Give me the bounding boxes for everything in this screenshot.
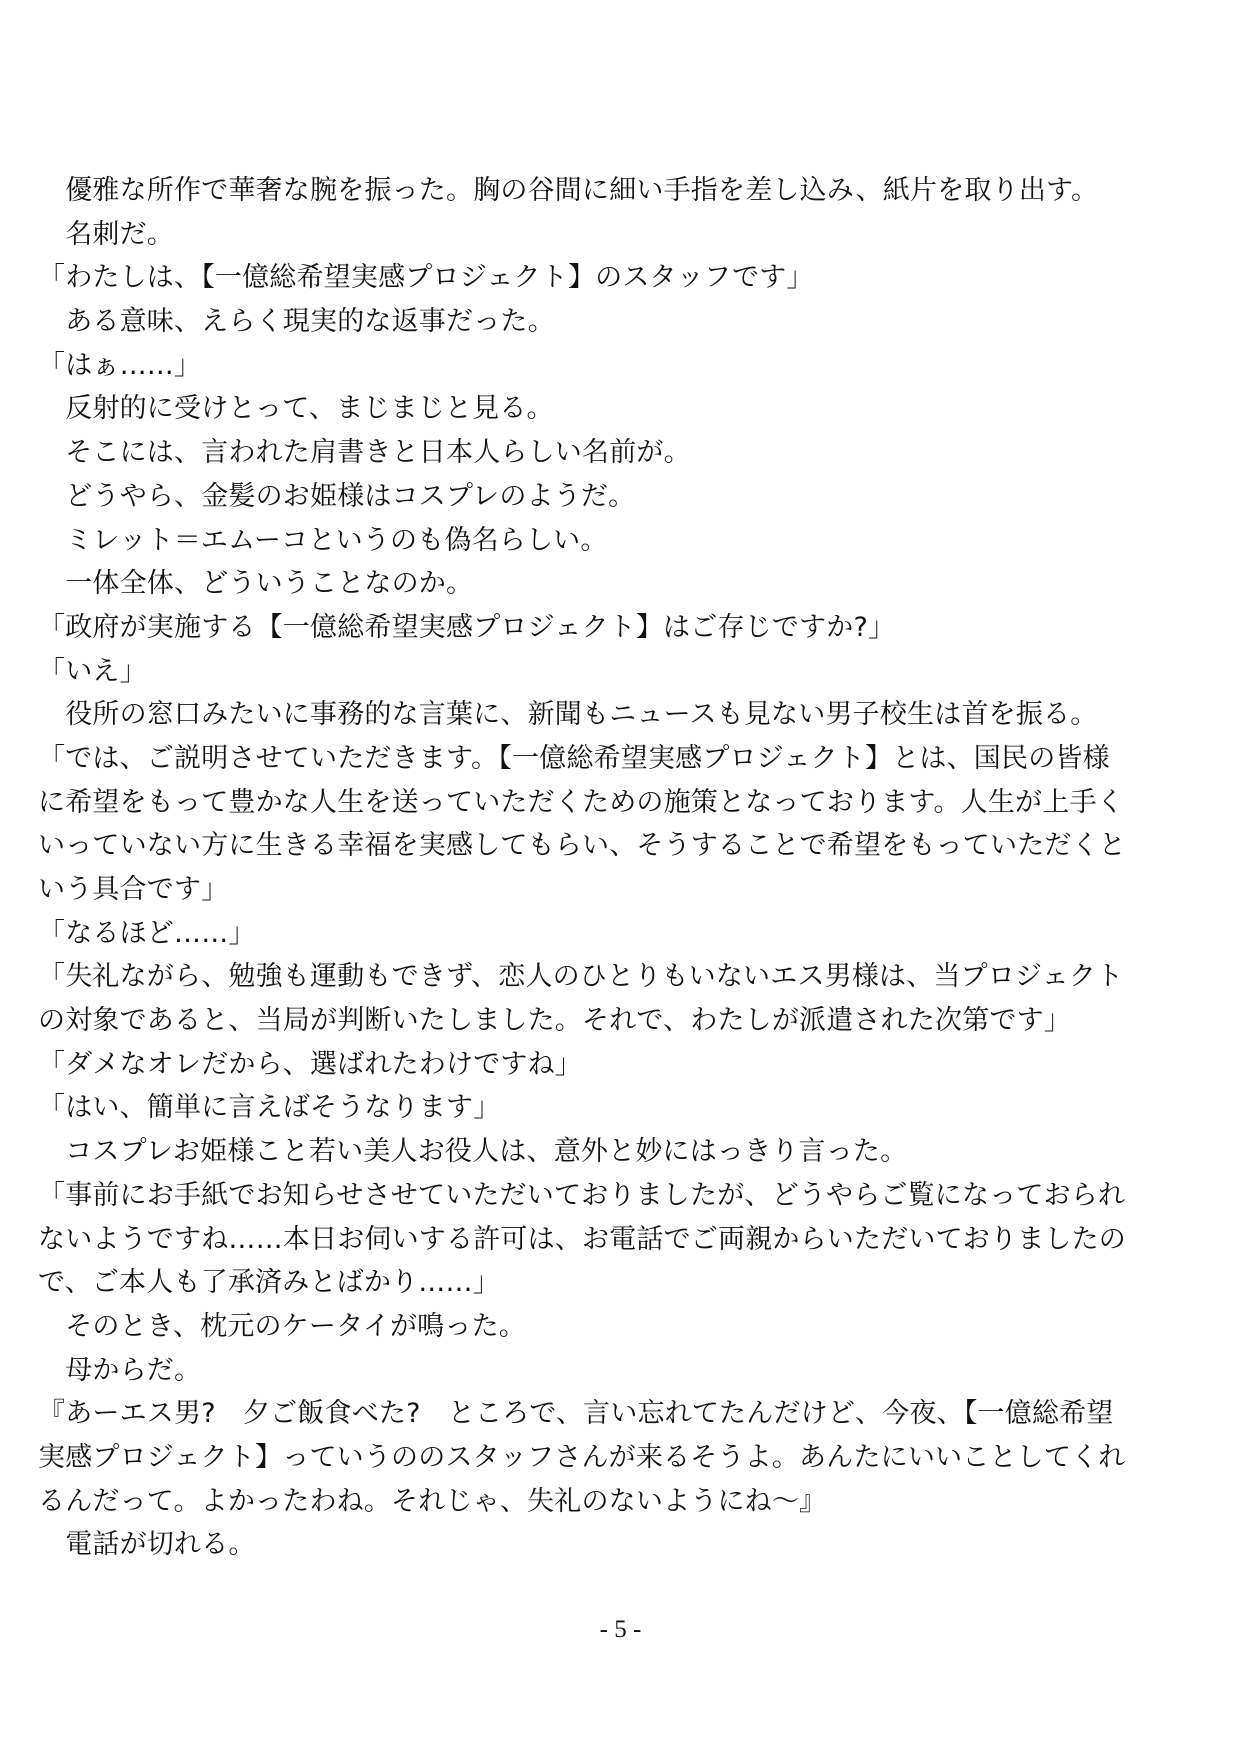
text-line: 母からだ。 xyxy=(38,1354,202,1386)
text-line: 『あーエス男? 夕ご飯食べた? ところで、言い忘れてたんだけど、今夜、【一億総希望 xyxy=(38,1398,1114,1430)
text-line: 「はい、簡単に言えばそうなります」 xyxy=(38,1092,501,1124)
body-text xyxy=(38,169,1213,1567)
text-line: 「事前にお手紙でお知らせさせていただいておりましたが、どうやらご覧になっておられ xyxy=(38,1179,1126,1211)
text-line: 優雅な所作で華奢な腕を振った。胸の谷間に細い手指を差し込み、紙片を取り出す。 xyxy=(38,175,1099,206)
text-line: の対象であると、当局が判断いたしました。それで、わたしが派遣された次第です」 xyxy=(38,1005,1072,1037)
text-line: 「いえ」 xyxy=(38,655,147,687)
text-line: 「ダメなオレだから、選ばれたわけですね」 xyxy=(38,1048,582,1080)
text-line: 「わたしは、【一億総希望実感プロジェクト】のスタッフです」 xyxy=(38,262,814,294)
text-line: 一体全体、どういうことなのか。 xyxy=(38,568,474,600)
text-line: 電話が切れる。 xyxy=(38,1529,256,1561)
text-line: どうやら、金髪のお姫様はコスプレのようだ。 xyxy=(38,480,636,512)
text-line: いう具合です」 xyxy=(38,874,229,905)
text-line: 「はぁ……」 xyxy=(38,349,202,381)
text-line: に希望をもって豊かな人生を送っていただくための施策となっております。人生が上手く xyxy=(38,786,1124,818)
text-line: そのとき、枕元のケータイが鳴った。 xyxy=(38,1310,526,1342)
text-line: いっていない方に生きる幸福を実感してもらい、そうすることで希望をもっていただくと xyxy=(38,830,1126,862)
text-line: ないようですね……本日お伺いする許可は、お電話でご両親からいただいておりましたの xyxy=(38,1223,1126,1255)
text-line: 反射的に受けとって、まじまじと見る。 xyxy=(38,393,554,425)
text-line: 「政府が実施する【一億総希望実感プロジェクト】はご存じですか?」 xyxy=(38,611,896,643)
text-line: 実感プロジェクト】っていうののスタッフさんが来るそうよ。あんたにいいことしてくれ xyxy=(38,1441,1126,1473)
text-line: で、ご本人も了承済みとばかり……」 xyxy=(38,1267,500,1299)
text-line: コスプレお姫様こと若い美人お役人は、意外と妙にはっきり言った。 xyxy=(38,1136,908,1168)
text-line: 名刺だ。 xyxy=(38,218,174,250)
text-line: ある意味、えらく現実的な返事だった。 xyxy=(38,306,555,338)
text-line: 「なるほど……」 xyxy=(38,917,256,949)
text-line: 役所の窓口みたいに事務的な言葉に、新聞もニュースも見ない男子校生は首を振る。 xyxy=(38,699,1098,731)
text-line: ミレット＝エムーコというのも偽名らしい。 xyxy=(38,524,608,556)
text-line: そこには、言われた肩書きと日本人らしい名前が。 xyxy=(38,437,691,469)
text-line: 「失礼ながら、勉強も運動もできず、恋人のひとりもいないエス男様は、当プロジェクト xyxy=(38,961,1124,993)
page-number: - 5 - xyxy=(599,1616,642,1643)
text-line: 「では、ご説明させていただきます。【一億総希望実感プロジェクト】とは、国民の皆様 xyxy=(38,742,1110,774)
text-line: るんだって。よかったわね。それじゃ、失礼のないようにね～』 xyxy=(38,1485,827,1517)
